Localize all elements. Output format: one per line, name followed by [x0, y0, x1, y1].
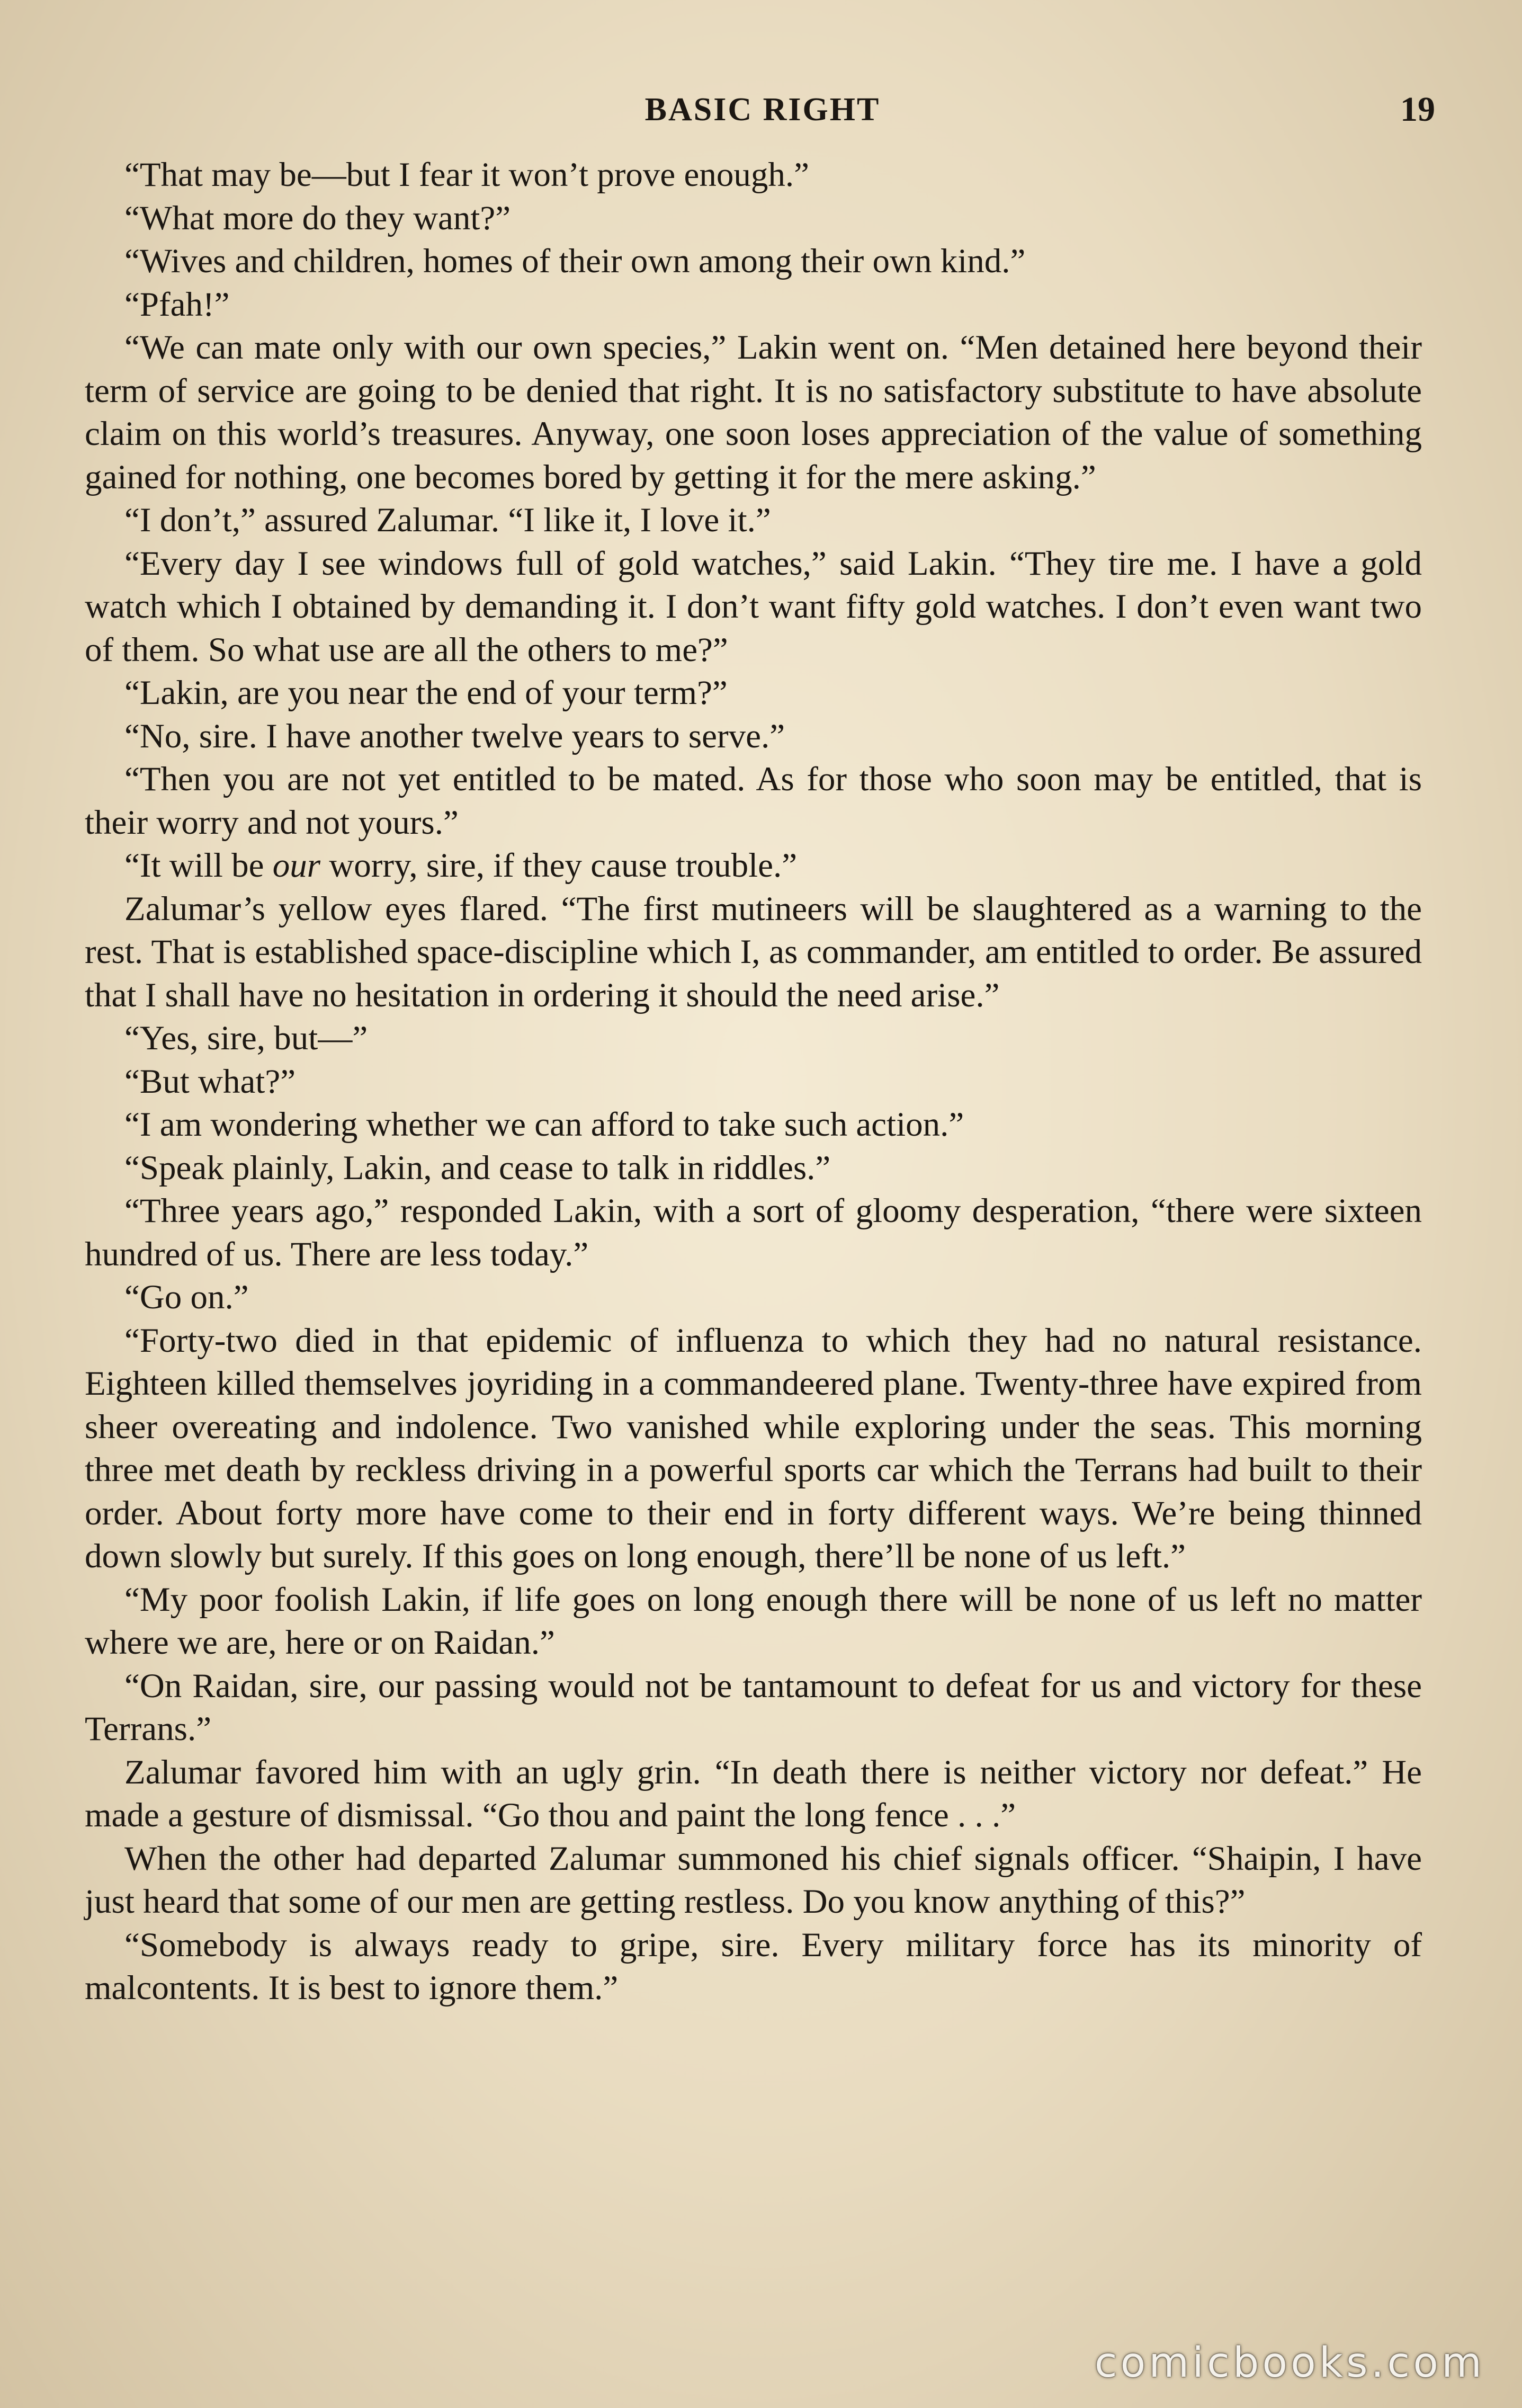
paragraph: “Then you are not yet entitled to be mated. As for those who soon may be entitled, that is their worry and not yours.”: [85, 760, 1422, 842]
paragraph: “Lakin, are you near the end of your term?”: [124, 674, 728, 712]
paragraph: “Wives and children, homes of their own among their own kind.”: [124, 242, 1026, 280]
italic-word: our: [272, 846, 321, 885]
page-number: 19: [1400, 90, 1435, 129]
paragraph: “No, sire. I have another twelve years to serve.”: [124, 717, 785, 755]
paragraph: “Yes, sire, but—”: [124, 1019, 368, 1057]
paragraph-text-after: worry, sire, if they cause trouble.”: [320, 846, 798, 885]
paragraph: “I am wondering whether we can afford to take such action.”: [124, 1105, 964, 1144]
paragraph: “On Raidan, sire, our passing would not be tantamount to defeat for us and victory for these Terrans.”: [85, 1666, 1422, 1748]
running-header: [85, 86, 1440, 133]
paragraph: “I don’t,” assured Zalumar. “I like it, I love it.”: [124, 501, 771, 539]
paragraph: “Go on.”: [124, 1278, 249, 1316]
paragraph: “Speak plainly, Lakin, and cease to talk in riddles.”: [124, 1148, 831, 1187]
paragraph: “That may be—but I fear it won’t prove enough.”: [124, 156, 809, 194]
paragraph: “Every day I see windows full of gold watches,” said Lakin. “They tire me. I have a gold watch which I obtained by demanding it. I don’t want fifty gold watches. I don’t even want two of them. So what use are all the others to me?”: [85, 544, 1422, 669]
paragraph: When the other had departed Zalumar summoned his chief signals officer. “Shaipin, I have just heard that some of our men are getting restless. Do you know anything of this?”: [85, 1839, 1422, 1921]
paragraph: “We can mate only with our own species,” Lakin went on. “Men detained here beyond their term of service are going to be denied that right. It is no satisfactory substitute to have absolute claim on this world’s treasures. Anyway, one soon loses appreciation of the value of something gained for nothing, one becomes bored by getting it for the mere asking.”: [85, 328, 1422, 496]
paragraph: “My poor foolish Lakin, if life goes on long enough there will be none of us left no matter where we are, here or on Raidan.”: [85, 1580, 1422, 1662]
paragraph: “What more do they want?”: [124, 199, 511, 237]
paragraph: [85, 844, 1422, 888]
paragraph: “Three years ago,” responded Lakin, with a sort of gloomy desperation, “there were sixteen hundred of us. There are less today.”: [85, 1192, 1422, 1273]
paragraph: “Pfah!”: [124, 285, 230, 324]
paragraph: “Somebody is always ready to gripe, sire. Every military force has its minority of malcontents. It is best to ignore them.”: [85, 1925, 1422, 2007]
paragraph: “Forty-two died in that epidemic of influenza to which they had no natural resistance. Eighteen killed themselves joyriding in a commandeered plane. Twenty-three have expired from sheer overeating and indolence. Two vanished while exploring under the seas. This morning three met death by reckless driving in a powerful sports car which the Terrans had built to their order. About forty more have come to their end in forty different ways. We’re being thinned down slowly but surely. If this goes on long enough, there’ll be none of us left.”: [85, 1321, 1422, 1575]
running-title: BASIC RIGHT: [644, 92, 881, 128]
paragraph: Zalumar’s yellow eyes flared. “The first mutineers will be slaughtered as a warning to the rest. That is established space-discipline which I, as commander, am entitled to order. Be assured that I shall have no hesitation in ordering it should the need arise.”: [85, 889, 1422, 1014]
paragraph: “But what?”: [124, 1062, 296, 1101]
paragraph: Zalumar favored him with an ugly grin. “In death there is neither victory nor defeat.” He made a gesture of dismissal. “Go thou and paint the long fence . . .”: [85, 1753, 1422, 1834]
site-watermark: comicbooks.com: [1094, 2339, 1485, 2387]
paragraph-text-before: “It will be: [124, 846, 273, 885]
body-text: [85, 154, 1422, 2010]
